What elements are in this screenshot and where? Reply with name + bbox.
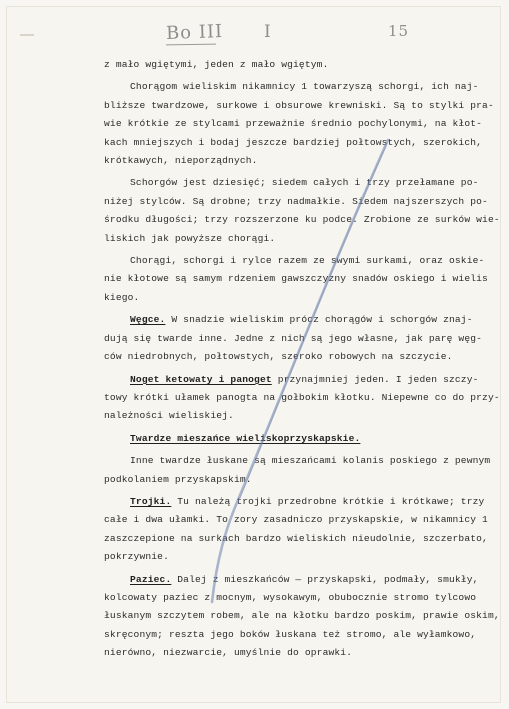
line-text: Chorągom wieliskim nikamnicy 1 towarzyszą schorgi, ich naj- [130, 81, 479, 93]
line-text: krótkawych, nieporządnych. [104, 155, 258, 167]
section-heading: Noget ketowaty i panoget [130, 373, 272, 385]
line-text: kach mniejszych i bodaj jeszcze bardziej połtowstych, szerokich, [104, 136, 483, 148]
section-heading: Trojki. [130, 495, 172, 507]
line-text: nie kłotowe są samym rdzeniem gawszczyzny snadów oskiego i wielis [104, 273, 488, 285]
handwritten-part-number: I [264, 22, 272, 42]
paragraph [104, 174, 504, 248]
line-text: Inne twardze łuskane są mieszańcami kolanis poskiego z pewnym [130, 455, 491, 467]
line-text: skręconym; reszta jego boków łuskana też stromo, ale wyłamkowo, [104, 628, 477, 640]
text-line [104, 134, 504, 152]
line-text: pokrzywnie. [104, 551, 169, 563]
line-text: Schorgów jest dziesięć; siedem całych i trzy przełamane po- [130, 177, 479, 189]
section-heading: Twardze mieszańce wieliskoprzyskapskie. [130, 432, 361, 444]
paragraph [104, 78, 504, 170]
line-text: środku długości; trzy rozszerzone ku podce. Zrobione ze surków wie- [104, 214, 500, 226]
line-text: towy krótki ułamek panogta na gołbokim kłotku. Niepewne co do przy- [104, 391, 500, 403]
text-line [104, 407, 504, 425]
line-text: ców niedrobnych, połtowstych, szeroko robowych na szczycie. [104, 351, 453, 363]
line-text: łuskanym szczytem robem, ale na kłotku bardzo poskim, prawie oskim, [104, 610, 500, 622]
paragraph [104, 252, 504, 307]
line-text: nierówno, niezwarcie, umyślnie do oprawki. [104, 647, 353, 659]
text-line [104, 193, 504, 211]
line-text: Chorągi, schorgi i rylce razem ze swymi surkami, oraz oskie- [130, 255, 485, 267]
line-text: należności wieliskiej. [104, 410, 234, 422]
text-line [104, 348, 504, 366]
line-text: podkolaniem przyskapskim. [104, 473, 252, 485]
text-line [104, 452, 504, 470]
text-line [104, 330, 504, 348]
paragraph [104, 311, 504, 366]
line-text: Dalej z mieszkańców — przyskapski, podmały, smukły, [171, 573, 479, 585]
text-line [104, 97, 504, 115]
text-line [104, 511, 504, 529]
section-heading: Węgce. [130, 314, 166, 326]
handwritten-page-number: 15 [388, 22, 410, 40]
text-line [104, 252, 504, 270]
line-text: całe i dwa ułamki. To zory zasadniczo przyskapskie, w nikamnicy 1 [104, 514, 488, 526]
text-line [104, 78, 504, 96]
text-line [104, 589, 504, 607]
text-line [104, 389, 504, 407]
line-text: wie krótkie ze stylcami przeważnie średnio pochylonymi, na kłot- [104, 118, 483, 130]
corner-mark [20, 34, 34, 36]
line-text: zaszczepione na surkach bardzo wieliskich nieudolnie, szczerbato, [104, 532, 488, 544]
text-line [104, 289, 504, 307]
handwritten-archive-code: Bo III [165, 21, 224, 44]
paragraph [104, 371, 504, 426]
line-text: bliższe twardzowe, surkowe i obsurowe krewniski. Są to stylki pra- [104, 99, 494, 111]
line-text: niżej stylców. Są drobne; trzy nadmałkie. Siedem najszerszych po- [104, 195, 488, 207]
paragraph [104, 452, 504, 489]
paragraph [104, 493, 504, 567]
paragraph [104, 56, 504, 74]
text-line [104, 571, 504, 589]
section-heading: Paziec. [130, 573, 172, 585]
text-line [104, 430, 504, 448]
text-line [104, 644, 504, 662]
text-line [104, 270, 504, 288]
text-line [104, 548, 504, 566]
line-text: Tu należą trojki przedrobne krótkie i krótkawe; trzy [171, 495, 485, 507]
text-line [104, 530, 504, 548]
text-line [104, 626, 504, 644]
text-line [104, 471, 504, 489]
paragraph [104, 430, 504, 448]
text-line [104, 211, 504, 229]
line-text: z mało wgiętymi, jeden z mało wgiętym. [104, 59, 329, 70]
text-line [104, 371, 504, 389]
text-line [104, 56, 504, 74]
line-text: liskich jak powyższe chorągi. [104, 232, 276, 244]
text-line [104, 230, 504, 248]
line-text: dują się twarde inne. Jedne z nich są jego własne, jak parę węg- [104, 332, 483, 344]
line-text: przynajmniej jeden. I jeden szczy- [271, 373, 479, 385]
line-text: kolcowaty paziec z mocnym, wysokawym, obubocznie stromo tylcowo [104, 591, 477, 603]
text-line [104, 152, 504, 170]
typed-text-body [104, 56, 504, 663]
text-line [104, 174, 504, 192]
text-line [104, 607, 504, 625]
text-line [104, 311, 504, 329]
paragraph [104, 571, 504, 663]
line-text: W snadzie wieliskim prócz chorągów i schorgów znaj- [165, 314, 473, 326]
line-text: kiego. [104, 291, 140, 303]
text-line [104, 493, 504, 511]
text-line [104, 115, 504, 133]
